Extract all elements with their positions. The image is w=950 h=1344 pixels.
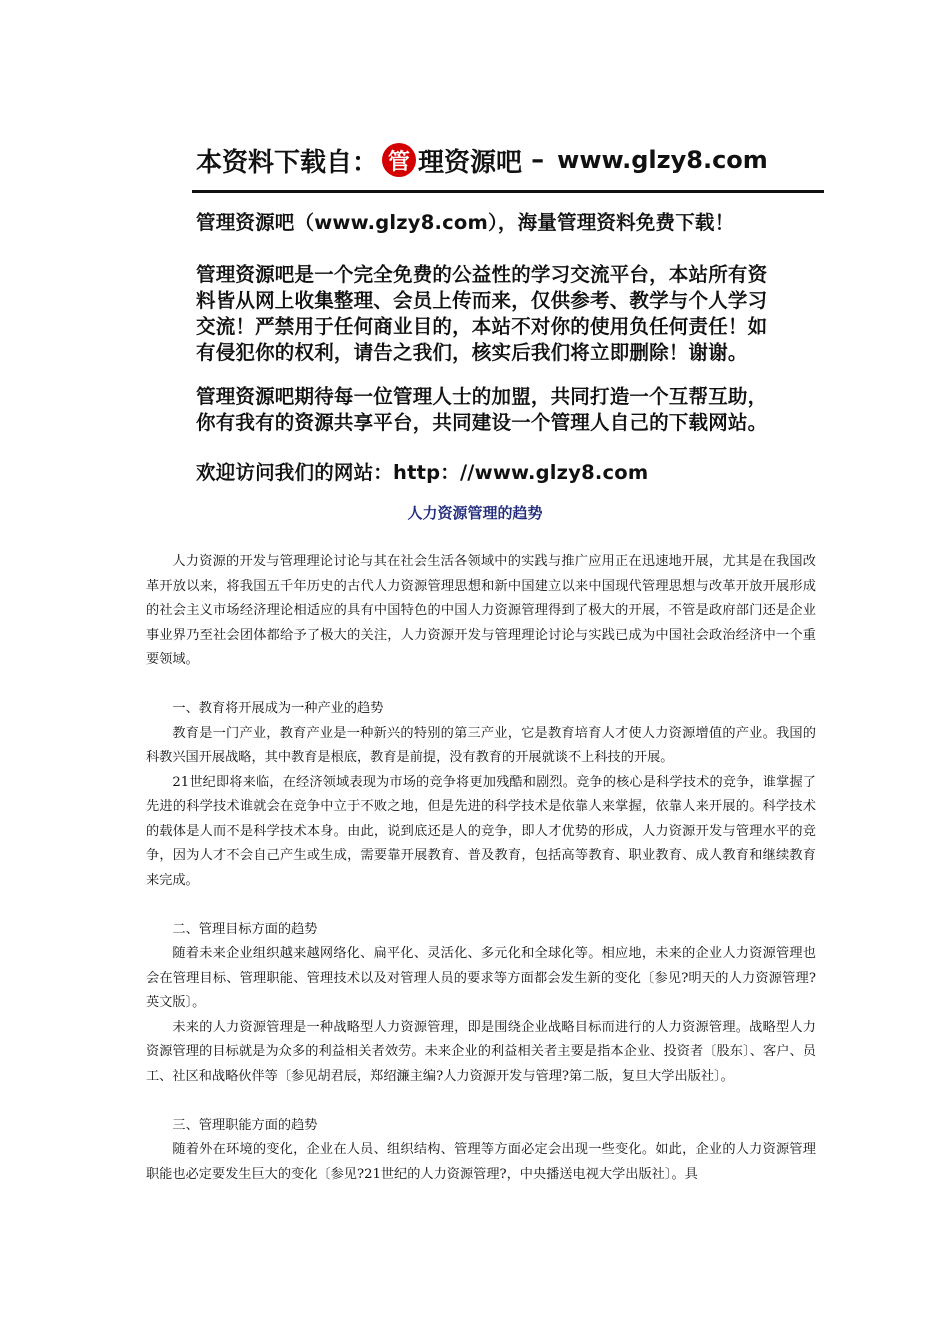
banner-visit-link[interactable]: 欢迎访问我们的网站：http：//www.glzy8.com	[196, 461, 649, 484]
banner-url: www.glzy8.com	[557, 146, 768, 174]
section-2-paragraph: 随着未来企业组织越来越网络化、扁平化、灵活化、多元化和全球化等。相应地，未来的企业人力资源管理也会在管理目标、管理职能、管理技术以及对管理人员的要求等方面都会发生新的变化〔参见?明天的人力资源管理?英文版〕。	[146, 946, 816, 1010]
document-body	[146, 550, 816, 1187]
section-3-paragraph: 随着外在环境的变化，企业在人员、组织结构、管理等方面必定会出现一些变化。如此，企业的人力资源管理职能也必定要发生巨大的变化〔参见?21世纪的人力资源管理?，中央播送电视大学出版社〕。具	[146, 1142, 816, 1182]
banner-site-name: 理资源吧	[418, 147, 523, 178]
banner-disclaimer-line: 料皆从网上收集整理、会员上传而来，仅供参考、教学与个人学习	[196, 289, 768, 312]
section-3-heading: 三、管理职能方面的趋势	[172, 1117, 318, 1133]
banner-invitation-line: 管理资源吧期待每一位管理人士的加盟，共同打造一个互帮互助，	[196, 385, 768, 408]
banner-line-free-download: 管理资源吧（www.glzy8.com），海量管理资料免费下载！	[196, 211, 735, 234]
banner-divider	[192, 190, 824, 193]
banner-disclaimer-line: 交流！严禁用于任何商业目的，本站不对你的使用负任何责任！如	[196, 315, 768, 338]
section-2-paragraph: 未来的人力资源管理是一种战略型人力资源管理，即是围绕企业战略目标而进行的人力资源管理。战略型人力资源管理的目标就是为众多的利益相关者效劳。未来企业的利益相关者主要是指本企业、投资者〔股东〕、客户、员工、社区和战略伙伴等〔参见胡君辰，郑绍濂主编?人力资源开发与管理?第二版，复旦大学出版社〕。	[146, 1019, 816, 1084]
section-1-paragraph: 21世纪即将来临，在经济领域表现为市场的竞争将更加残酷和剧烈。竞争的核心是科学技术的竞争，谁掌握了先进的科学技术谁就会在竞争中立于不败之地，但是先进的科学技术是依靠人来掌握，依靠人来开展的。科学技术的载体是人而不是科学技术本身。由此，说到底还是人的竞争，即人才优势的形成，人力资源开发与管理水平的竞争，因为人才不会自己产生或生成，需要靠开展教育、普及教育，包括高等教育、职业教育、成人教育和继续教育来完成。	[146, 774, 816, 888]
banner-invitation-line: 你有我有的资源共享平台，共同建设一个管理人自己的下载网站。	[196, 411, 768, 434]
section-2-heading: 二、管理目标方面的趋势	[172, 921, 318, 937]
section-1-paragraph: 教育是一门产业，教育产业是一种新兴的特别的第三产业，它是教育培育人才使人力资源增值的产业。我国的科教兴国开展战略，其中教育是根底，教育是前提，没有教育的开展就谈不上科技的开展。	[146, 725, 816, 765]
banner-heading	[196, 138, 768, 182]
banner-disclaimer-line: 管理资源吧是一个完全免费的公益性的学习交流平台，本站所有资	[196, 263, 768, 286]
download-banner	[192, 128, 824, 488]
site-logo-badge: 管	[382, 143, 416, 177]
banner-heading-prefix: 本资料下载自：	[196, 147, 379, 178]
document-title: 人力资源管理的趋势	[407, 504, 543, 522]
banner-disclaimer-line: 有侵犯你的权利，请告之我们，核实后我们将立即删除！谢谢。	[196, 341, 748, 364]
banner-dash: –	[522, 145, 554, 175]
banner-disclaimer	[196, 262, 824, 366]
section-1-heading: 一、教育将开展成为一种产业的趋势	[172, 701, 384, 716]
intro-paragraph: 人力资源的开发与管理理论讨论与其在社会生活各领域中的实践与推广应用正在迅速地开展，尤其是在我国改革开放以来，将我国五千年历史的古代人力资源管理思想和新中国建立以来中国现代管理思想与改革开放开展形成的社会主义市场经济理论相适应的具有中国特色的中国人力资源管理得到了极大的开展，不管是政府部门还是企业事业界乃至社会团体都给予了极大的关注，人力资源开发与管理理论讨论与实践已成为中国社会政治经济中一个重要领域。	[146, 554, 816, 667]
banner-invitation	[196, 384, 824, 436]
